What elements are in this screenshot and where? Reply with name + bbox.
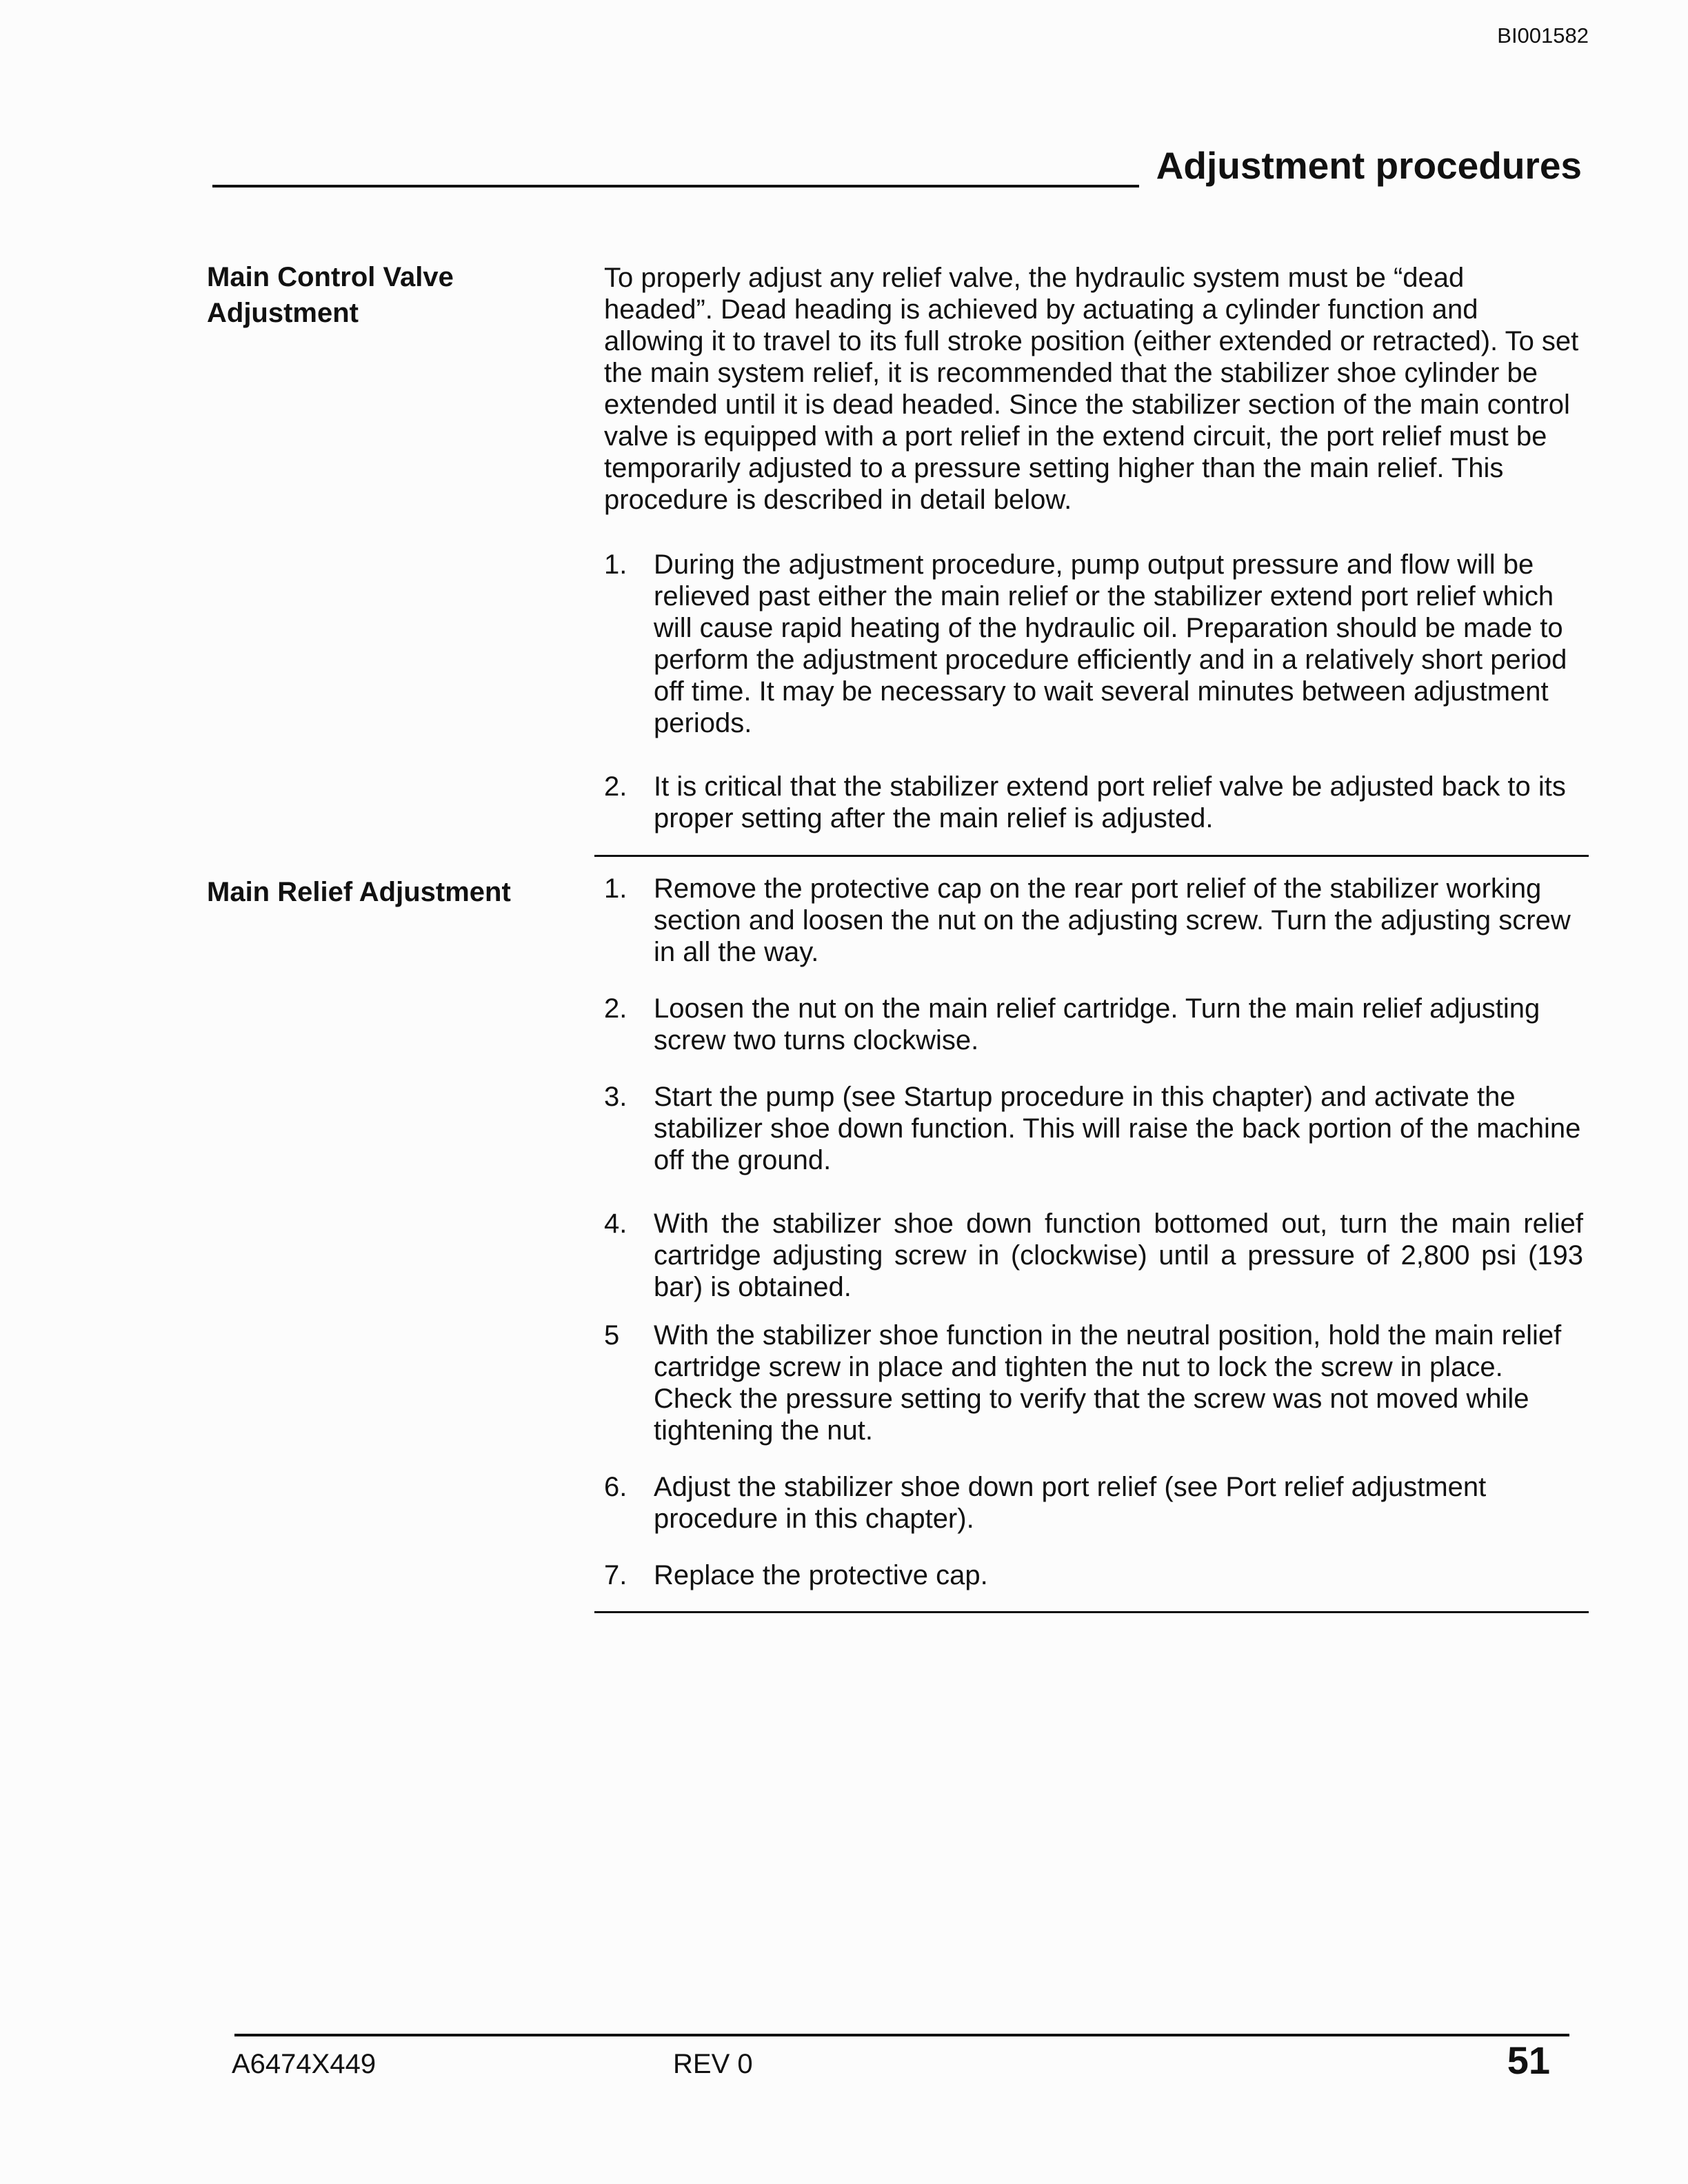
document-id: BI001582: [1497, 23, 1589, 48]
list-item: [604, 1208, 1583, 1303]
section-heading-line: Adjustment: [207, 298, 359, 328]
step-text: Remove the protective cap on the rear port relief of the stabilizer working section and loosen the nut on the adjusting screw. Turn the adjusting screw in all the way.: [654, 873, 1571, 967]
step-text: Replace the protective cap.: [654, 1560, 988, 1590]
header-rule: [212, 185, 1139, 188]
page-title: Adjustment procedures: [1156, 144, 1582, 187]
step-text: With the stabilizer shoe function in the neutral position, hold the main relief cartridge screw in place and tighten the nut to lock the screw in place. Check the pressure setting to verify that the screw was not moved while tightening the nut.: [654, 1320, 1562, 1446]
step-text: It is critical that the stabilizer extend port relief valve be adjusted back to its proper setting after the main relief is adjusted.: [654, 771, 1566, 833]
footer-revision: REV 0: [673, 2049, 753, 2079]
step-number: 5: [604, 1320, 620, 1351]
step-number: 1.: [604, 873, 627, 904]
step-text: Start the pump (see Startup procedure in this chapter) and activate the stabilizer shoe down function. This will raise the back portion of the machine off the ground.: [654, 1082, 1581, 1175]
step-number: 1.: [604, 549, 627, 580]
section-heading-main-control-valve: [207, 259, 454, 331]
section-heading-line: Main Control Valve: [207, 262, 454, 292]
section-heading-main-relief: Main Relief Adjustment: [207, 877, 511, 907]
control-valve-steps: [604, 549, 1583, 834]
section-divider: [594, 855, 1589, 857]
list-item: [604, 993, 1583, 1056]
step-text: Loosen the nut on the main relief cartridge. Turn the main relief adjusting screw two turns clockwise.: [654, 993, 1540, 1055]
list-item: [604, 1559, 1583, 1591]
footer-rule: [234, 2034, 1569, 2036]
step-number: 2.: [604, 993, 627, 1024]
list-item: [604, 771, 1583, 834]
main-relief-steps: [604, 873, 1583, 1591]
list-item: [604, 1471, 1583, 1535]
step-number: 3.: [604, 1082, 627, 1112]
list-item: [604, 873, 1583, 968]
step-number: 6.: [604, 1472, 627, 1502]
step-text: During the adjustment procedure, pump output pressure and flow will be relieved past either the main relief or the stabilizer extend port relief which will cause rapid heating of the hydraulic oil. Preparation should be made to perform the adjustment procedure efficiently and in a relatively short period off time. It may be necessary to wait several minutes between adjustment periods.: [654, 549, 1567, 738]
step-number: 4.: [604, 1209, 627, 1239]
step-text: With the stabilizer shoe down function bottomed out, turn the main relief cartridge adjusting screw in (clockwise) until a pressure of 2,800 psi (193 bar) is obtained.: [654, 1209, 1583, 1302]
list-item: [604, 549, 1583, 739]
step-number: 7.: [604, 1560, 627, 1590]
step-number: 2.: [604, 771, 627, 802]
list-item: [604, 1320, 1583, 1446]
section-end-rule: [594, 1611, 1589, 1613]
footer-doc-number: A6474X449: [232, 2049, 376, 2079]
intro-text: To properly adjust any relief valve, the hydraulic system must be “dead headed”. Dead heading is achieved by actuating a cylinder function and allowing it to travel to its full stroke position (either extended or retracted). To set the main system relief, it is recommended that the stabilizer shoe cylinder be extended until it is dead headed. Since the stabilizer section of the main control valve is equipped with a port relief in the extend circuit, the port relief must be temporarily adjusted to a pressure setting higher than the main relief. This procedure is described in detail below.: [604, 263, 1579, 515]
intro-paragraph: [604, 262, 1580, 516]
page-number: 51: [1507, 2039, 1550, 2082]
list-item: [604, 1081, 1583, 1176]
step-text: Adjust the stabilizer shoe down port relief (see Port relief adjustment procedure in this chapter).: [654, 1472, 1487, 1534]
